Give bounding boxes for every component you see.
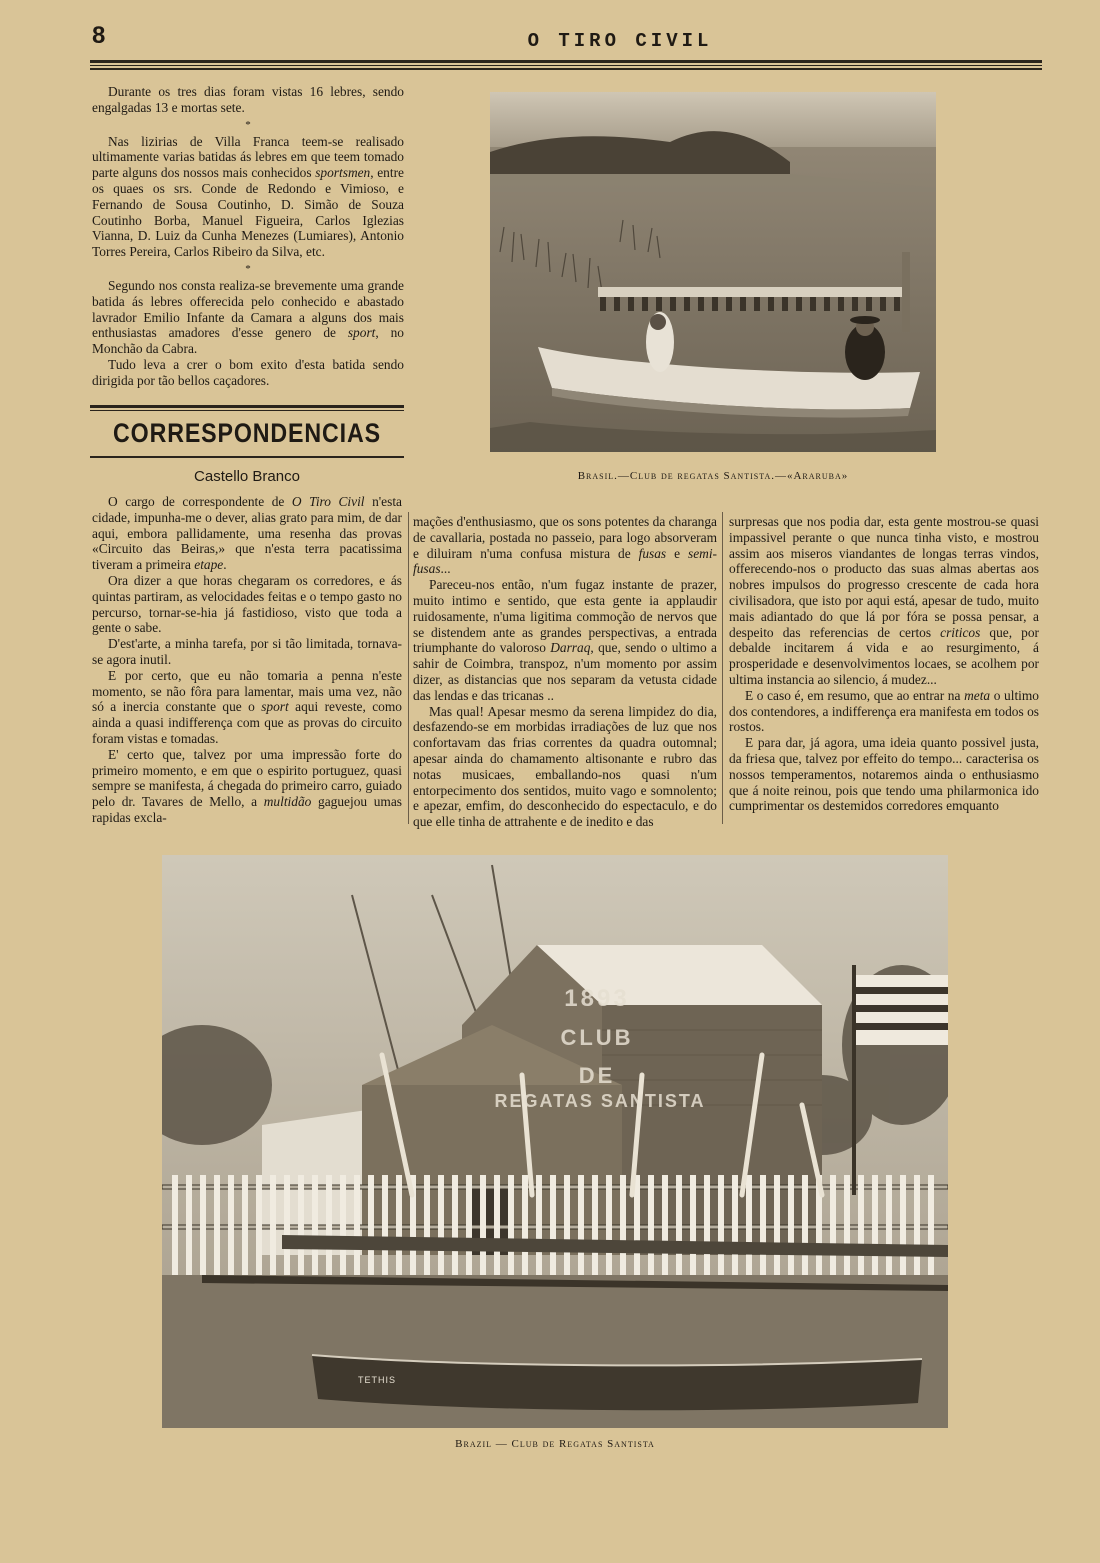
- photo-club-house: [162, 855, 948, 1428]
- paragraph: Tudo leva a crer o bom exito d'esta batida sendo dirigida por tão bellos caçadores.: [92, 356, 404, 388]
- paragraph: Ora dizer a que horas chegaram os corredores, e ás quintas partiram, as velocidades feitas e o tempo gasto no percurso, tornar-se-hia já fastidioso, visto que toda a gente o sabe.: [92, 572, 402, 636]
- hunting-notes: [92, 84, 404, 389]
- paragraph: E' certo que, talvez por uma impressão forte do primeiro momento, e em que o espirito portuguez, quasi sempre se manifesta, á chegada do primeiro carro, guiado pelo dr. Tavares de Mello, a multidão gaguejou umas rapidas excla-: [92, 746, 402, 825]
- clubhouse-photo-illustration: [162, 855, 948, 1428]
- column-rule: [408, 512, 409, 824]
- photo-caption-bottom: Brazil — Club de Regatas Santista: [455, 1438, 655, 1450]
- separator-star: *: [245, 262, 251, 275]
- section-subhead: Castello Branco: [194, 468, 300, 485]
- club-sign-de: DE: [578, 1063, 616, 1088]
- paragraph: D'est'arte, a minha tarefa, por si tão limitada, tornava-se agora inutil.: [92, 636, 402, 667]
- section-rule: [90, 405, 404, 408]
- photo-caption-top: Brasil.—Club de regatas Santista.—«Araruba»: [577, 470, 849, 482]
- article-column-3: [729, 514, 1039, 814]
- masthead: O TIRO CIVIL: [527, 30, 713, 52]
- column-rule: [722, 512, 723, 824]
- paragraph: E por certo, que eu não tomaria a penna n'este momento, se não fôra para lamentar, mais uma vez, não só a inercia constante que o sport aqui reveste, como ainda a quasi indifferença com que as provas do circuito foram vistas e tomadas.: [92, 667, 402, 746]
- section-title: CORRESPONDENCIAS: [113, 418, 381, 448]
- club-sign-year: 1893: [564, 985, 630, 1012]
- paragraph: E o caso é, em resumo, que ao entrar na meta o ultimo dos contendores, a indifferença era manifesta em todos os rostos.: [729, 687, 1040, 735]
- paragraph: Nas lizirias de Villa Franca teem-se realisado ultimamente varias batidas ás lebres em que teem tomado parte alguns dos nossos mais conhecidos sportsmen, entre os quaes os srs. Conde de Redondo e Vimioso, e Fernando de Sousa Coutinho, D. Simão de Souza Coutinho Borba, Manuel Figueira, Carlos Iglezias Vianna, D. Luiz da Cunha Menezes (Lumiares), Antonio Torres Pereira, Carlos Ribeiro da Silva, etc.: [92, 133, 404, 260]
- article-column-2: [413, 514, 717, 830]
- section-rule: [90, 410, 404, 411]
- section-rule: [90, 456, 404, 458]
- paragraph: surpresas que nos podia dar, esta gente mostrou-se quasi impassivel perante o que nunca tinha visto, e mostrou assim aos miseros viandantes de longas terras vindos, offerecendo-nos o producto das suas almas abertas aos nobres impulsos do progresso crescente de cada hora civilisadora, que isto por aqui está, apesar de tudo, muito mais adiantado do que lá por fóra se possa pensar, a despeito das referencias de certos criticos que, por debalde incitarem á vida e ao resurgimento, á prosperidade e desenvolvimentos locaes, se acolhem por ultima instancia ao silencio, á mudez...: [729, 514, 1039, 687]
- header-rule: [90, 60, 1042, 63]
- paragraph: E para dar, já agora, uma ideia quanto possivel justa, da friesa que, talvez por effeito do tempo... caracterisa os nossos temperamentos, notaremos ainda o enthusiasmo que á noite reinou, pois que tendo uma philarmonica ido cumprimentar os destemidos corredores emquanto: [729, 735, 1039, 814]
- boat-name: TETHIS: [358, 1375, 397, 1385]
- header-rule: [90, 65, 1042, 66]
- paragraph: Durante os tres dias foram vistas 16 lebres, sendo engalgadas 13 e mortas sete.: [92, 84, 404, 115]
- photo-araruba-boat: [490, 92, 936, 452]
- paragraph: Segundo nos consta realiza-se brevemente uma grande batida ás lebres offerecida pelo conhecido e abastado lavrador Emilio Infante da Camara a alguns dos mais enthusiastas amadores d'esse genero de sport, no Monchão da Cabra.: [92, 277, 404, 357]
- page-number: 8: [92, 22, 106, 49]
- paragraph: Mas qual! Apesar mesmo da serena limpidez do dia, desfazendo-se em morbidas irradiações de luz que nos confortavam das frias correntes da quadra outomnal; apesar ainda do chamamento altisonante e rubro das notas musicaes, emballando-nos quasi n'um entorpecimento dos sentidos, muito vago e somnolento; e apezar, emfim, do desconhecido do espectaculo, e do que elle tinha de attrahente e de inedito e das: [413, 703, 717, 830]
- paragraph: O cargo de correspondente de O Tiro Civil n'esta cidade, impunha-me o dever, alias grato para mim, de dar aqui, embora pallidamente, uma resenha das provas «Circuito das Beiras,» que n'esta terra pacatissima tiveram a primeira etape.: [92, 494, 402, 573]
- paragraph: Pareceu-nos então, n'um fugaz instante de prazer, muito intimo e sentido, que esta gente ia applaudir ruidosamente, n'uma ligitima commoção de nervos que se distendem ante as grandes perspectivas, a entrada triumphante do valoroso Darraq, que, sendo o ultimo a sahir de Coimbra, transpoz, n'um momento por assim dizer, as distancias que nos separam da vetusta cidade das lendas e das tricanas ..: [413, 577, 717, 703]
- header-rule: [90, 68, 1042, 70]
- boat-photo-illustration: [490, 92, 936, 452]
- club-sign-club: CLUB: [560, 1025, 634, 1050]
- club-sign-name: REGATAS SANTISTA: [494, 1091, 706, 1111]
- article-column-1: [92, 494, 402, 826]
- separator-star: *: [245, 118, 251, 131]
- paragraph: mações d'enthusiasmo, que os sons potentes da charanga de cavallaria, postada no passeio, para logo absorveram e diluiram n'uma confusa mistura de fusas e semi-fusas...: [413, 514, 718, 577]
